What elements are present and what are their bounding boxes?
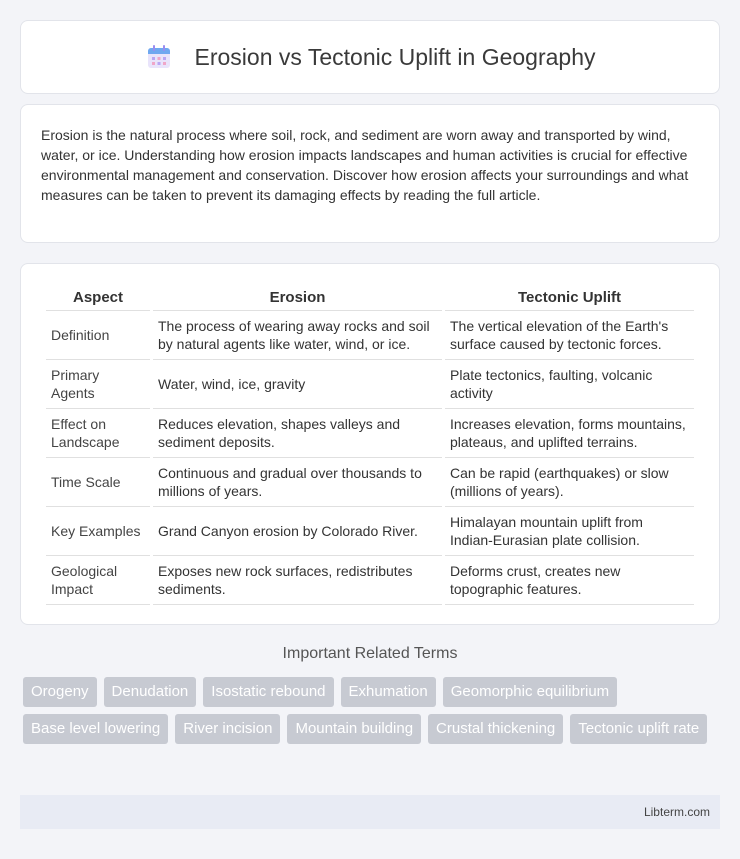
header-tectonic-uplift: Tectonic Uplift <box>445 284 694 311</box>
related-term-tag[interactable]: Geomorphic equilibrium <box>443 677 617 707</box>
cell-aspect: Effect on Landscape <box>46 409 150 458</box>
related-term-tag[interactable]: River incision <box>175 714 280 744</box>
related-term-tag[interactable]: Exhumation <box>341 677 436 707</box>
comparison-card <box>20 263 720 625</box>
cell-tectonic-uplift: Plate tectonics, faulting, volcanic activity <box>445 360 694 409</box>
cell-erosion: Continuous and gradual over thousands to millions of years. <box>153 458 442 507</box>
related-term-tag[interactable]: Base level lowering <box>23 714 168 744</box>
intro-text: Erosion is the natural process where soil, rock, and sediment are worn away and transported by wind, water, or ice. Understanding how erosion impacts landscapes and human activities is crucial for effective environmental management and conservation. Discover how erosion affects your surroundings and what measures can be taken to prevent its damaging effects by reading the full article. <box>41 127 689 203</box>
related-term-tag[interactable]: Orogeny <box>23 677 97 707</box>
table-row <box>46 507 694 556</box>
table-row <box>46 360 694 409</box>
cell-tectonic-uplift: The vertical elevation of the Earth's surface caused by tectonic forces. <box>445 311 694 360</box>
cell-aspect: Definition <box>46 311 150 360</box>
calendar-icon <box>145 43 173 71</box>
footer-site-link[interactable]: Libterm.com <box>643 805 710 819</box>
related-term-tag[interactable]: Isostatic rebound <box>203 677 333 707</box>
related-term-tag[interactable]: Denudation <box>104 677 197 707</box>
page-title: Erosion vs Tectonic Uplift in Geography <box>194 43 596 70</box>
footer <box>20 795 720 829</box>
table-row <box>46 409 694 458</box>
cell-aspect: Primary Agents <box>46 360 150 409</box>
related-term-tag[interactable]: Mountain building <box>287 714 421 744</box>
cell-aspect: Geological Impact <box>46 556 150 605</box>
related-term-tag[interactable]: Crustal thickening <box>428 714 563 744</box>
related-terms-title: Important Related Terms <box>282 645 458 662</box>
cell-erosion: Reduces elevation, shapes valleys and sediment deposits. <box>153 409 442 458</box>
cell-erosion: The process of wearing away rocks and soil by natural agents like water, wind, or ice. <box>153 311 442 360</box>
cell-aspect: Key Examples <box>46 507 150 556</box>
table-header-row <box>46 284 694 311</box>
table-row <box>46 556 694 605</box>
cell-tectonic-uplift: Increases elevation, forms mountains, plateaus, and uplifted terrains. <box>445 409 694 458</box>
header-aspect: Aspect <box>46 284 150 311</box>
cell-erosion: Exposes new rock surfaces, redistributes sediments. <box>153 556 442 605</box>
related-term-tag[interactable]: Tectonic uplift rate <box>570 714 707 744</box>
cell-tectonic-uplift: Deforms crust, creates new topographic features. <box>445 556 694 605</box>
cell-tectonic-uplift: Can be rapid (earthquakes) or slow (millions of years). <box>445 458 694 507</box>
intro-card <box>20 104 720 243</box>
cell-tectonic-uplift: Himalayan mountain uplift from Indian-Eurasian plate collision. <box>445 507 694 556</box>
table-row <box>46 311 694 360</box>
comparison-table <box>43 284 697 605</box>
related-terms-list <box>23 677 723 751</box>
cell-erosion: Grand Canyon erosion by Colorado River. <box>153 507 442 556</box>
cell-erosion: Water, wind, ice, gravity <box>153 360 442 409</box>
header-card <box>20 20 720 94</box>
header-erosion: Erosion <box>153 284 442 311</box>
table-row <box>46 458 694 507</box>
cell-aspect: Time Scale <box>46 458 150 507</box>
